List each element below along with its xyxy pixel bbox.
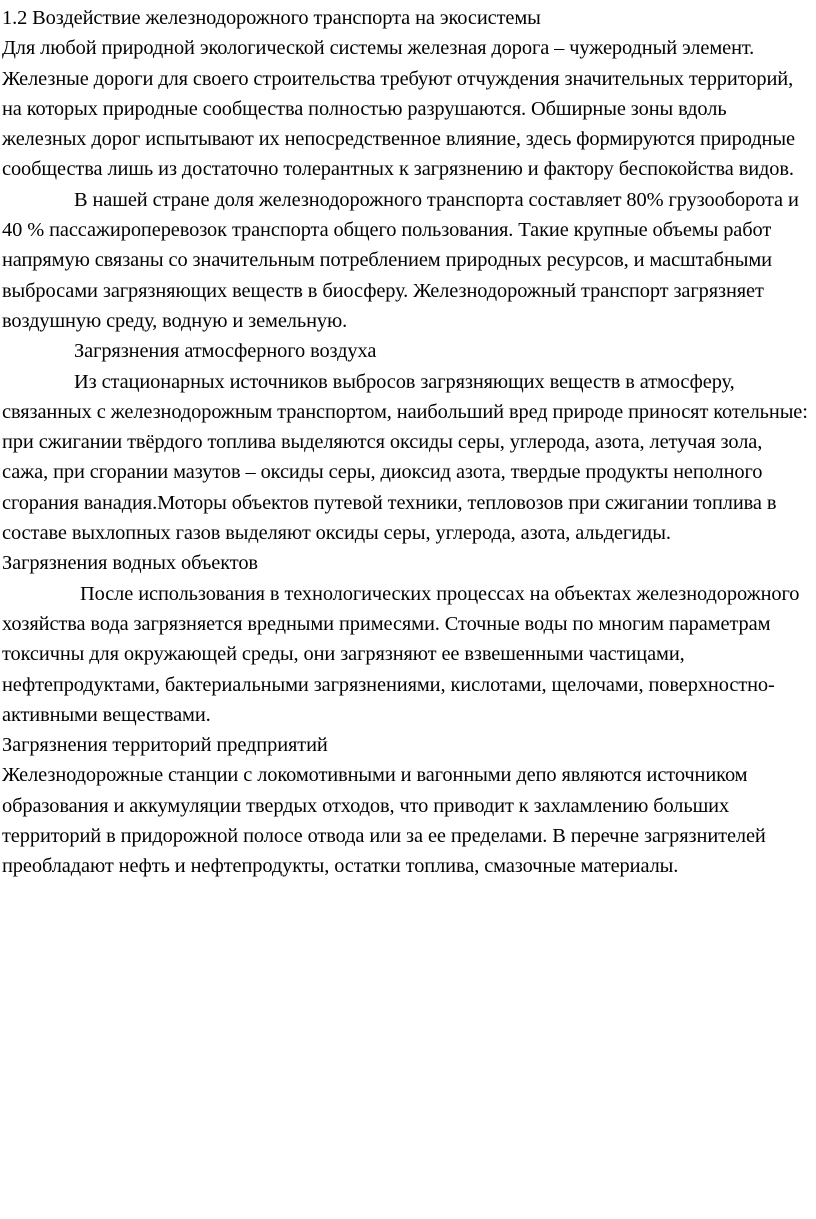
paragraph-air-pollution: Из стационарных источников выбросов загрязняющих веществ в атмосферу, связанных с железнодорожным транспортом, наибольший вред природе приносят котельные: при сжигании твёрдого топлива выделяются оксиды серы, углерода, азота, летучая зола, сажа, при сгорании мазутов – оксиды серы, диоксид азота, твердые продукты неполного сгорания ванадия.Моторы объектов путевой техники, тепловозов при сжигании топлива в составе выхлопных газов выделяют оксиды серы, углерода, азота, альдегиды.: [2, 370, 808, 545]
subheading-water-pollution: Загрязнения водных объектов: [2, 552, 258, 575]
paragraph-territory-pollution: Железнодорожные станции с локомотивными и вагонными депо являются источником образования и аккумуляции твердых отходов, что приводит к захламлению больших территорий в придорожной полосе отвода или за ее пределами. В перечне загрязнителей преобладают нефть и нефтепродукты, остатки топлива, смазочные материалы.: [2, 764, 766, 878]
paragraph-water-pollution: После использования в технологических процессах на объектах железнодорожного хозяйства вода загрязняется вредными примесями. Сточные воды по многим параметрам токсичны для окружающей среды, они загрязняют ее взвешенными частицами, нефтепродуктами, бактериальными загрязнениями, кислотами, щелочами, поверхностно-активными веществами.: [2, 582, 800, 726]
paragraph-intro: Для любой природной экологической системы железная дорога – чужеродный элемент. Железные дороги для своего строительства требуют отчуждения значительных территорий, на которых природные сообщества полностью разрушаются. Обширные зоны вдоль железных дорог испытывают их непосредственное влияние, здесь формируются природные сообщества лишь из достаточно толерантных к загрязнению и фактору беспокойства видов.: [2, 37, 795, 181]
paragraph-share: В нашей стране доля железнодорожного транспорта составляет 80% грузооборота и 40 % пассажироперевозок транспорта общего пользования. Такие крупные объемы работ напрямую связаны со значительным потреблением природных ресурсов, и масштабными выбросами загрязняющих веществ в биосферу. Железнодорожный транспорт загрязняет воздушную среду, водную и земельную.: [2, 188, 799, 332]
subheading-air-pollution: Загрязнения атмосферного воздуха: [74, 340, 377, 363]
subheading-territory-pollution: Загрязнения территорий предприятий: [2, 734, 328, 757]
document-body: [2, 3, 812, 882]
section-heading: 1.2 Воздействие железнодорожного транспорта на экосистемы: [2, 7, 541, 29]
